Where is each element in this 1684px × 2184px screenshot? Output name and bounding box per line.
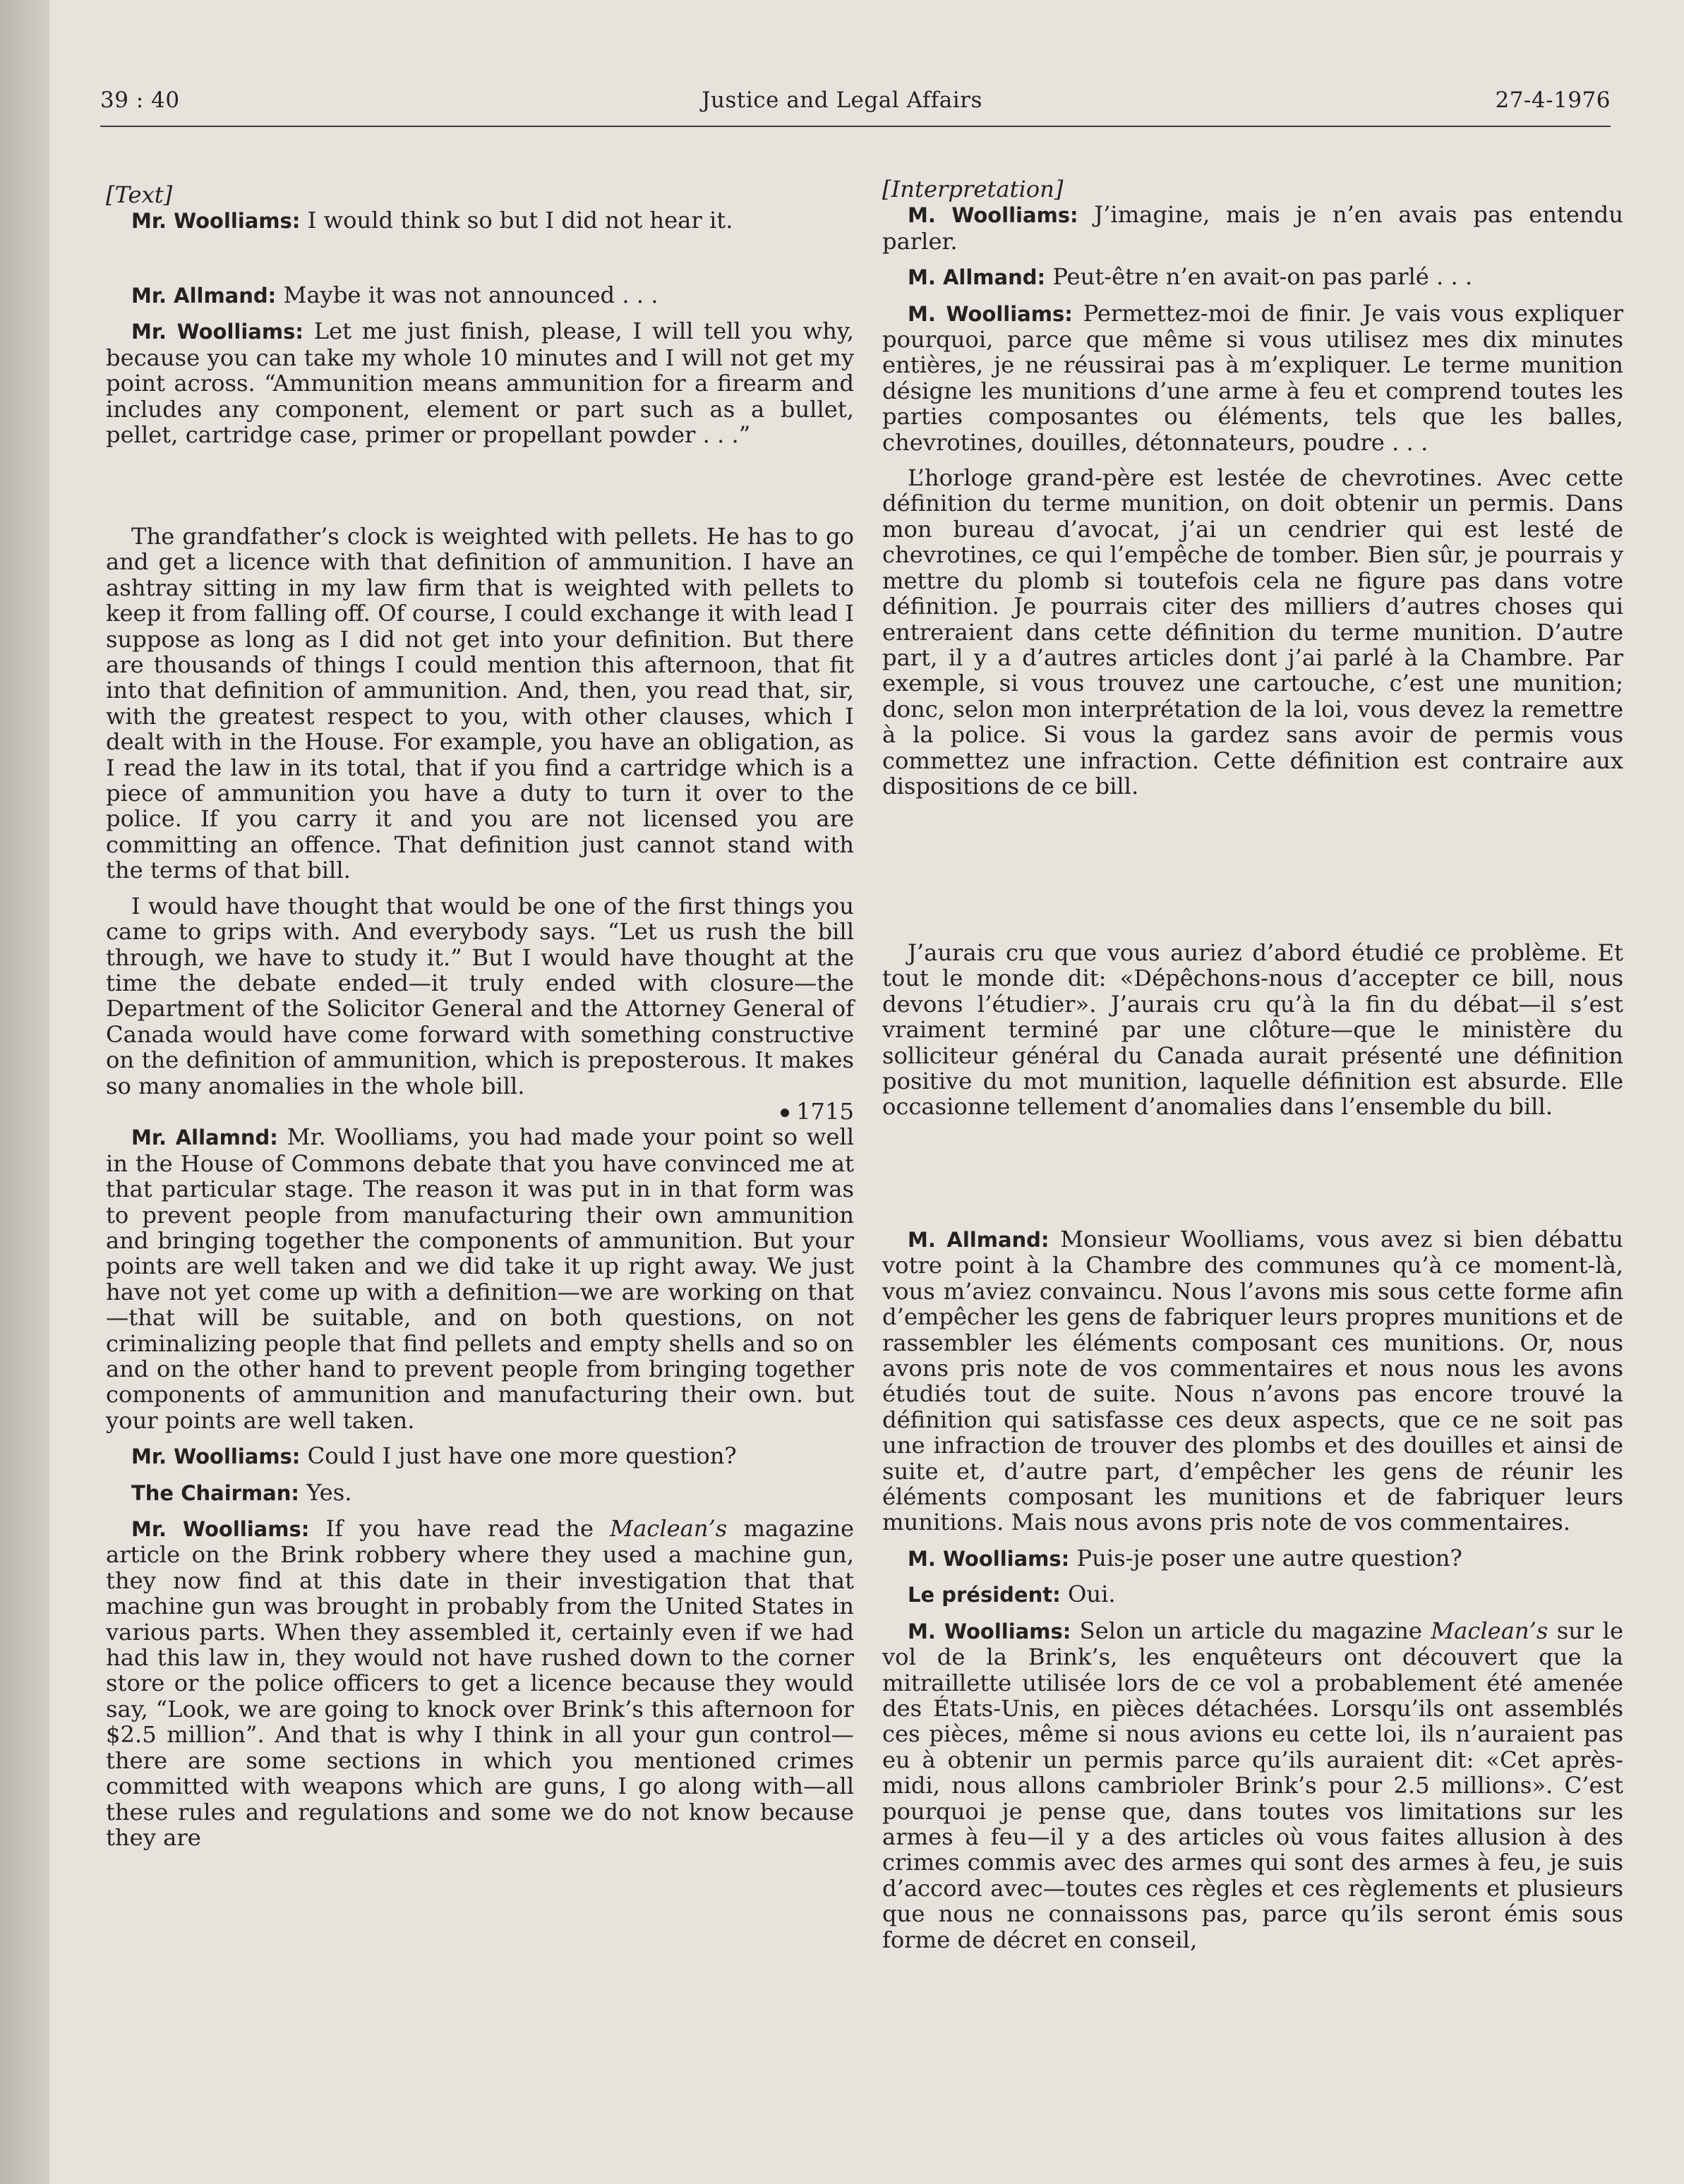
paragraph — [106, 1443, 854, 1469]
paragraph — [882, 1581, 1623, 1607]
speaker: Le président: — [908, 1583, 1061, 1607]
speech: Yes. — [299, 1478, 352, 1506]
speech: J’imagine, mais je n’en avais pas entendu parler. — [882, 201, 1623, 255]
header-rule — [100, 126, 1611, 127]
paragraph — [882, 1226, 1623, 1536]
paragraph — [106, 282, 854, 308]
paragraph — [106, 1516, 854, 1850]
speaker: M. Woolliams: — [908, 1619, 1071, 1643]
paragraph: The grandfather’s clock is weighted with pellets. He has to go and get a licence with that definition of ammunition. I have an ashtray sitting in my law firm that is weighted with pellets to keep it from falling off. Of course, I could exchange it with lead I suppose as long as I did not get into your definition. But there are thousands of things I could mention this afternoon, that fit into that definition of ammunition. And, then, you read that, sir, with the greatest respect to you, with other clauses, which I dealt with in the House. For example, you have an obligation, as I read the law in its total, that if you find a cartridge which is a piece of ammunition you have a duty to turn it over to the police. If you carry it and you are not licensed you are committing an offence. That definition just cannot stand with the terms of that bill. — [106, 523, 854, 884]
magazine-title: Maclean’s — [1431, 1617, 1548, 1644]
speaker: Mr. Woolliams: — [131, 1517, 310, 1542]
paragraph — [106, 318, 854, 447]
french-column — [882, 176, 1623, 799]
paragraph — [882, 301, 1623, 455]
section-tag: [Text] — [106, 181, 173, 208]
speech: If you have read the — [309, 1515, 611, 1543]
speaker: The Chairman: — [131, 1480, 299, 1505]
speaker: Mr. Woolliams: — [131, 320, 303, 344]
bullet-icon — [781, 1109, 789, 1117]
paragraph — [882, 1545, 1623, 1571]
speaker: M. Allmand: — [908, 1228, 1050, 1252]
speech: magazine article on the Brink robbery where they used a machine gun, they now find at this date in their investigation that that machine gun was brought in probably from the United States in various parts. When they assembled it, certainly even if we had had this law in, they would not have rushed down to the corner store or the police officers to get a licence because they would say, “Look, we are going to knock over Brink’s this afternoon for $2.5 million”. And that is why I think in all your gun control—there are some sections in which you mentioned crimes committed with weapons which are guns, I go along with—all these rules and regulations and some we do not know because they are — [106, 1515, 854, 1851]
speech: Maybe it was not announced . . . — [276, 282, 658, 308]
section-tag-label: Text — [114, 181, 164, 208]
speaker: M. Woolliams: — [908, 1546, 1070, 1571]
speaker: M. Woolliams: — [908, 301, 1073, 326]
speaker: Mr. Woolliams: — [131, 209, 301, 234]
speaker: Mr. Woolliams: — [131, 1444, 301, 1469]
paragraph — [106, 1480, 854, 1506]
running-title: Justice and Legal Affairs — [702, 88, 982, 113]
french-column — [882, 940, 1623, 1120]
magazine-title: Maclean’s — [610, 1515, 728, 1543]
paragraph: L’horloge grand-père est lestée de chevrotines. Avec cette définition du terme munition, on doit obtenir un permis. Dans mon bureau d’avocat, j’ai un cendrier qui est lesté de chevrotines, ce qui l’empêche de tomber. Bien sûr, je pourrais y mettre du plomb si toutefois cela ne figure pas dans votre définition. Je pourrais citer des milliers d’autres choses qui entreraient dans cette définition du terme munition. D’autre part, il y a d’autres articles dont j’ai parlé à la Chambre. Par exemple, si vous trouvez une cartouche, c’est une munition; donc, selon mon interprétation de la loi, vous devez la remettre à la police. Si vous la gardez sans avoir de permis vous commettez une infraction. Cette définition est contraire aux dispositions de ce bill. — [882, 464, 1623, 800]
english-column — [106, 182, 854, 234]
french-column — [882, 1226, 1623, 1953]
paragraph — [106, 207, 854, 234]
speech: Let me just finish, please, I will tell you why, because you can take my whole 10 minutes and I will not get my point across. “Ammunition means ammunition for a firearm and includes any component, element or part such as a bullet, pellet, cartridge case, primer or propellant powder . . .” — [106, 318, 854, 449]
section-tag: [Interpretation] — [882, 176, 1064, 203]
page-number: 39 : 40 — [100, 88, 180, 113]
speaker: M. Allmand: — [908, 265, 1046, 290]
speech: Monsieur Woolliams, vous avez si bien débattu votre point à la Chambre des communes qu’à ce moment-là, vous m’aviez convaincu. Nous l’avons mis sous cette forme afin d’empêcher les gens de fabriquer leurs propres munitions et de rassembler les éléments composant ces munitions. Or, nous avons pris note de vos commentaires et nous nous les avons étudiés tout de suite. Nous n’avons pas encore trouvé la définition qui satisfasse ces deux aspects, que ce ne soit pas une infraction de trouver des plombs et des douilles et ainsi de suite et, d’autre part, d’empêcher les gens de réunir les éléments composant les munitions et de fabriquer leurs munitions. Mais nous avons pris note de vos commentaires. — [882, 1226, 1623, 1536]
binding-shadow — [0, 0, 49, 2184]
speaker: M. Woolliams: — [908, 203, 1078, 228]
english-column — [106, 524, 854, 1850]
paragraph — [106, 1124, 854, 1433]
paragraph — [882, 1618, 1623, 1953]
paragraph — [882, 202, 1623, 254]
speech: sur le vol de la Brink’s, les enquêteurs ont découvert que la mitraillette utilisée lors de ce vol a probablement été amenée des États-Unis, en pièces détachées. Lorsqu’ils ont assemblés ces pièces, même si nous avions eu cette loi, ils n’auraient pas eu à obtenir un permis parce qu’ils auraient dit: «Cet après-midi, nous allons cambrioler Brink’s pour 2.5 millions». C’est pourquoi je pense que, dans toutes vos limitations sur les armes à feu—il y a des articles où vous faites allusion à des crimes commis avec des armes qui sont des armes à feu, je suis d’accord avec—toutes ces règles et ces règlements et plusieurs que nous ne connaissons pas, parce qu’ils seront émis sous forme de décret en conseil, — [882, 1617, 1623, 1953]
english-column — [106, 282, 854, 447]
speech: Puis-je poser une autre question? — [1069, 1544, 1462, 1571]
speech: Selon un article du magazine — [1071, 1617, 1431, 1644]
speaker: Mr. Allmand: — [131, 284, 277, 308]
speaker: Mr. Allamnd: — [131, 1126, 278, 1150]
time-marker — [106, 1099, 854, 1124]
speech: Mr. Woolliams, you had made your point so well in the House of Commons debate that you have convinced me at that particular stage. The reason it was put in in that form was to prevent people from manufacturing their own ammunition and bringing together the components of ammunition. But your points are well taken and we did take it up right away. We just have not yet come up with a definition—we are working on that—that will be suitable, and on both questions, on not criminalizing people that find pellets and empty shells and so on and on the other hand to prevent people from bringing together components of ammunition and manufacturing their own. but your points are well taken. — [106, 1123, 854, 1434]
speech: I would think so but I did not hear it. — [300, 207, 733, 234]
paragraph: I would have thought that would be one of the first things you came to grips with. And everybody says. “Let us rush the bill through, we have to study it.” But I would have thought at the time the debate ended—it truly ended with closure—the Department of the Solicitor General and the Attorney General of Canada would have come forward with something constructive on the definition of ammunition, which is preposterous. It makes so many anomalies in the whole bill. — [106, 892, 854, 1099]
section-tag-label: Interpretation — [891, 176, 1054, 203]
date: 27-4-1976 — [1495, 88, 1611, 113]
paragraph — [882, 264, 1623, 290]
speech: Oui. — [1060, 1581, 1116, 1608]
speech: Could I just have one more question? — [300, 1442, 737, 1470]
paragraph: J’aurais cru que vous auriez d’abord étudié ce problème. Et tout le monde dit: «Dépêchons-nous d’accepter ce bill, nous devons l’étudier». J’aurais cru qu’à la fin du débat—il s’est vraiment terminé par une clôture—que le ministère du solliciteur général du Canada aurait présenté une définition positive du mot munition, laquelle définition est absurde. Elle occasionne tellement d’anomalies dans l’ensemble du bill. — [882, 939, 1623, 1121]
speech: Permettez-moi de finir. Je vais vous expliquer pourquoi, parce que même si vous utilisez mes dix minutes entières, je ne réussirai pas à m’expliquer. Le terme munition désigne les munitions d’une arme à feu et comprend toutes les parties composantes ou éléments, tels que les balles, chevrotines, douilles, détonnateurs, poudre . . . — [882, 299, 1623, 456]
speech: Peut-être n’en avait-on pas parlé . . . — [1045, 263, 1473, 291]
time-marker-label: 1715 — [796, 1097, 854, 1125]
